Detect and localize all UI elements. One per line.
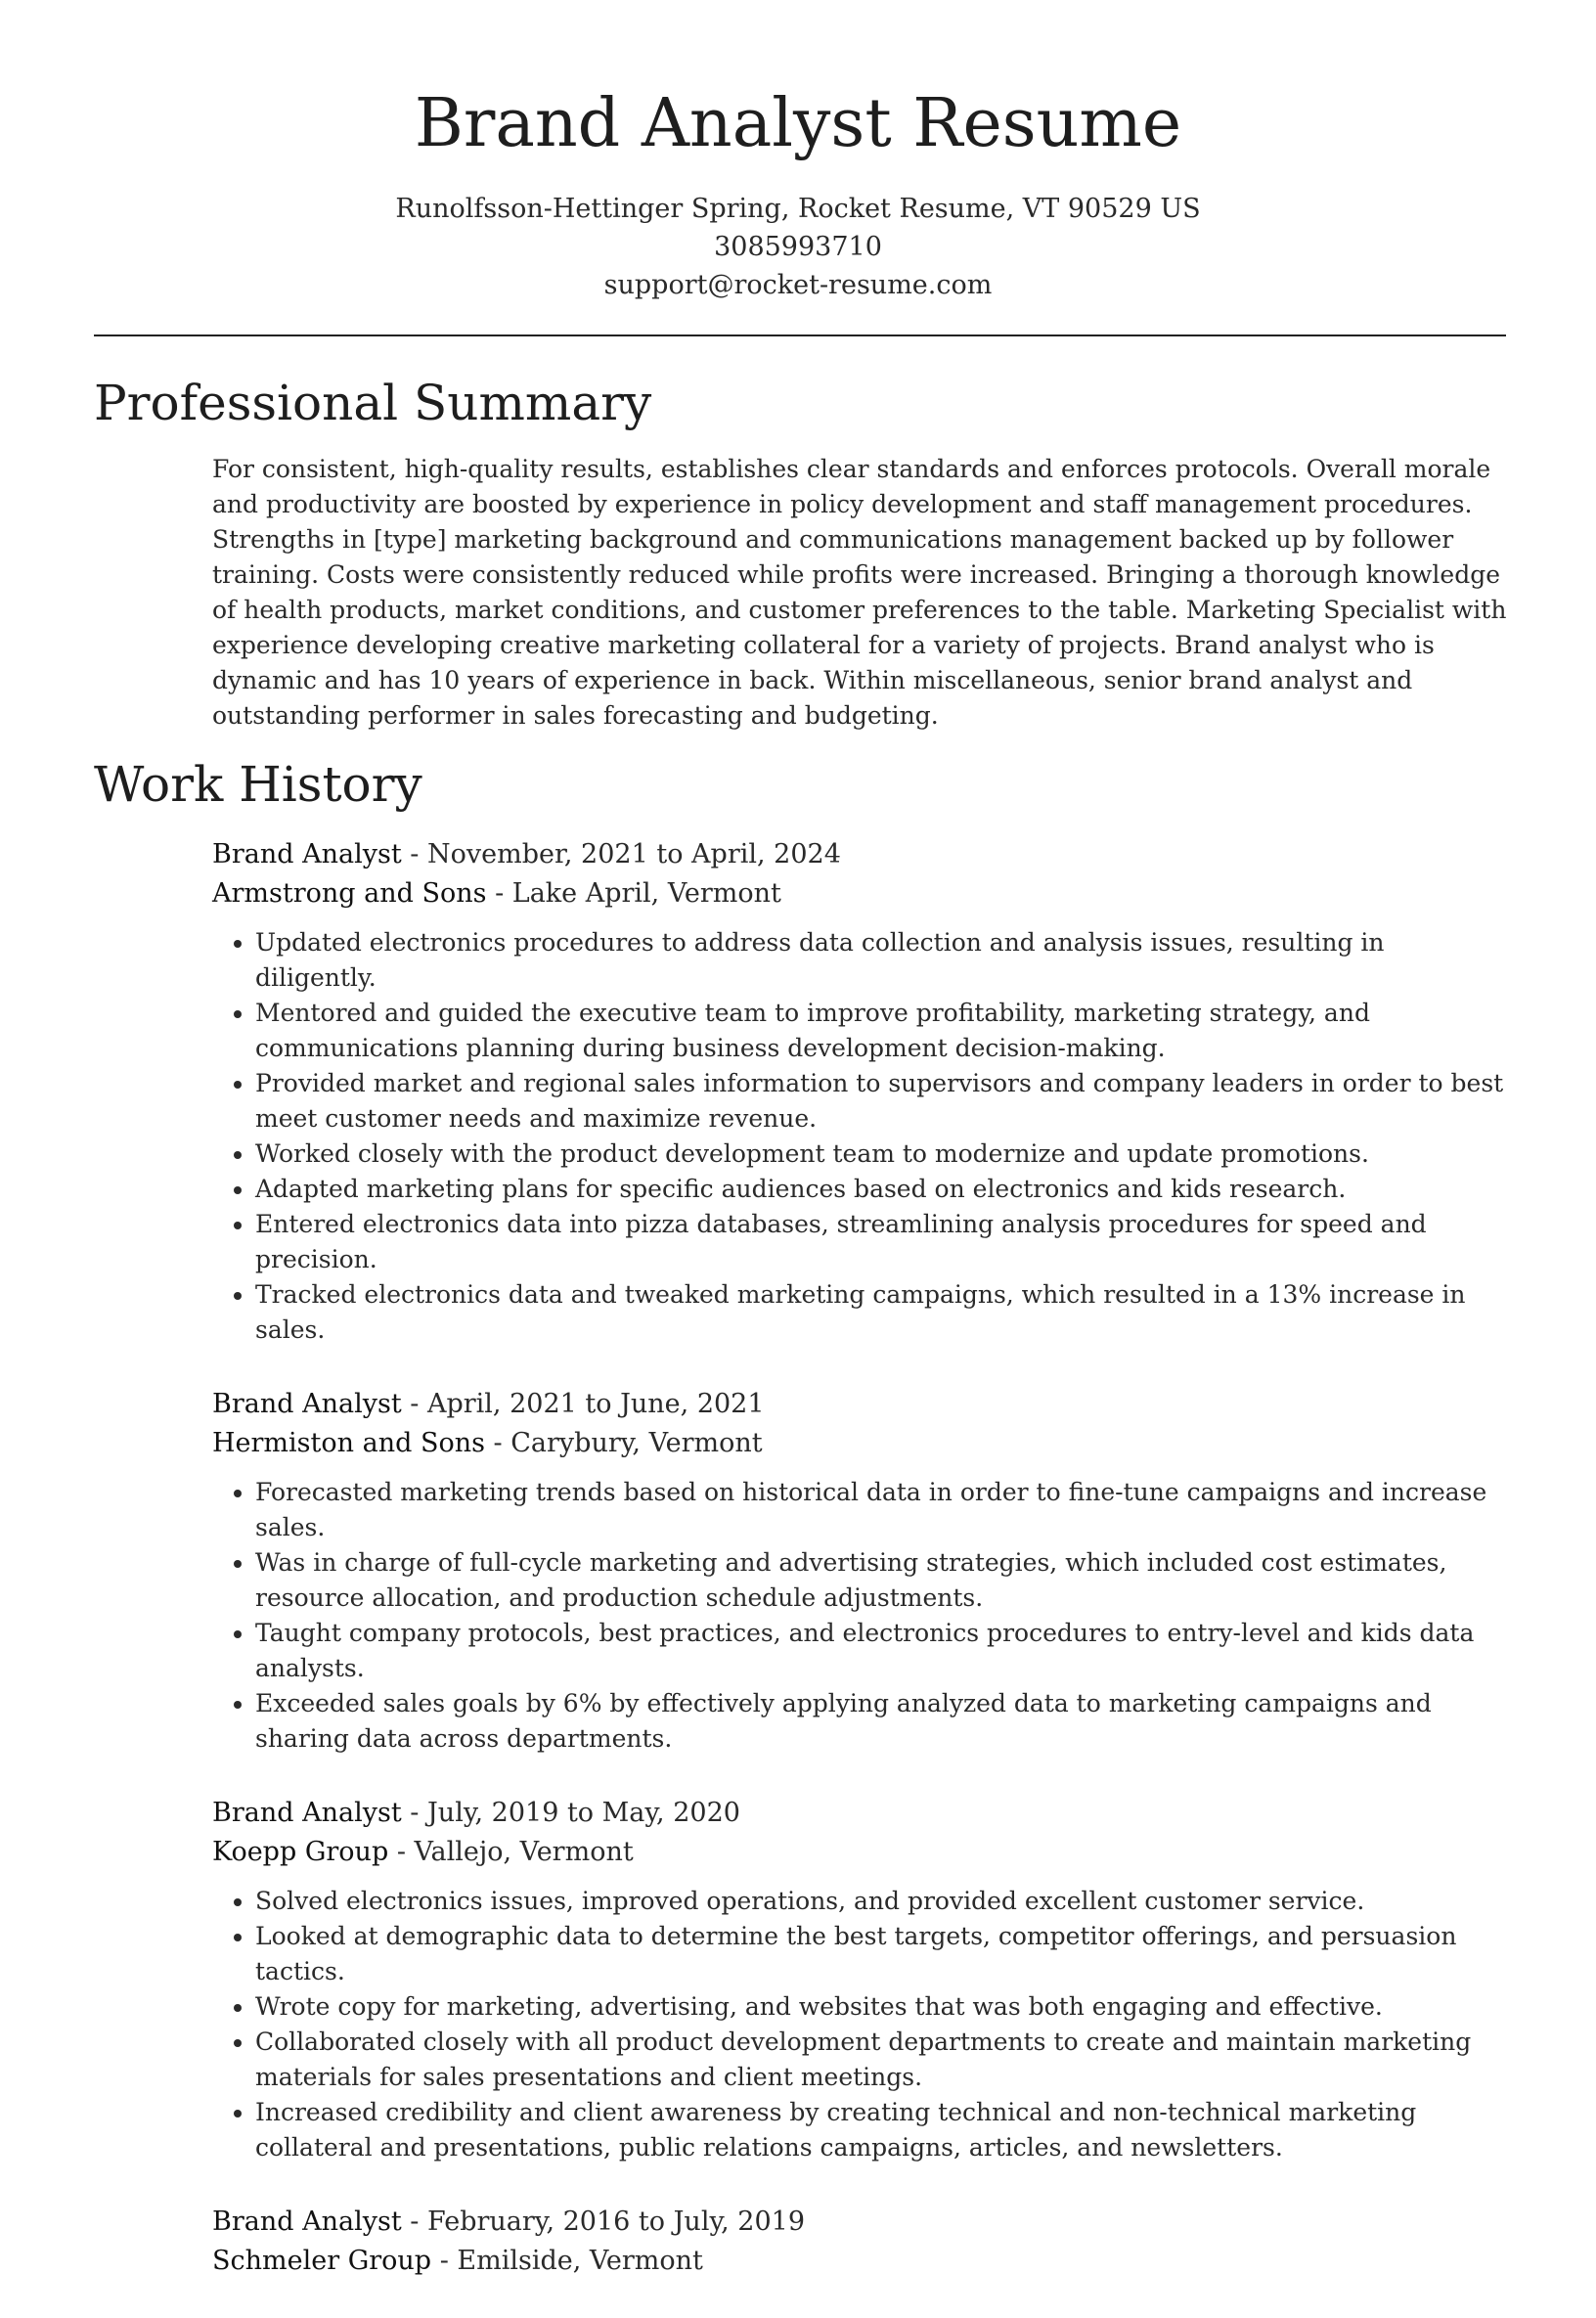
job-company: Schmeler Group [212,2246,432,2276]
job-bullet: • Updated electronics procedures to address data collection and analysis issues, resulting in diligently. [255,925,1513,996]
contact-block [0,190,1596,304]
resume-title: Brand Analyst Resume [414,85,1182,162]
job-bullet: • Taught company protocols, best practices, and electronics procedures to entry-level and kids data analysts. [255,1616,1513,1686]
job-entry [212,1794,1513,2165]
summary-text: For consistent, high-quality results, establishes clear standards and enforces protocols. Overall morale and productivity are boosted by experience in policy development and staff management procedures. Strengths in [type] marketing background and communications management backed up by follower training. Costs were consistently reduced while profits were increased. Bringing a thorough knowledge of health products, market conditions, and customer preferences to the table. Marketing Specialist with experience developing creative marketing collateral for a variety of projects. Brand analyst who is dynamic and has 10 years of experience in back. Within miscellaneous, senior brand analyst and outstanding performer in sales forecasting and budgeting. [212,455,1507,730]
job-title-line [212,2203,1513,2242]
job-entry [212,2203,1513,2281]
job-company-line [212,2242,1513,2281]
contact-address: Runolfsson-Hettinger Spring, Rocket Resume, VT 90529 US [395,194,1201,224]
header-divider [94,334,1506,336]
job-title-line [212,1385,1513,1424]
job-bullets [212,925,1513,1348]
job-bullet: • Entered electronics data into pizza databases, streamlining analysis procedures for speed and precision. [255,1207,1513,1277]
job-bullet: • Looked at demographic data to determine the best targets, competitor offerings, and persuasion tactics. [255,1919,1513,1989]
job-location: - Vallejo, Vermont [388,1837,634,1867]
job-entry [212,835,1513,1348]
work-history-list [212,835,1513,2318]
job-bullet: • Increased credibility and client awareness by creating technical and non-technical marketing collateral and presentations, public relations campaigns, articles, and newsletters. [255,2095,1513,2165]
job-bullet: • Forecasted marketing trends based on historical data in order to fine-tune campaigns and increase sales. [255,1475,1513,1545]
job-bullet: • Was in charge of full-cycle marketing and advertising strategies, which included cost estimates, resource allocation, and production schedule adjustments. [255,1545,1513,1616]
job-title: Brand Analyst [212,839,402,869]
job-company: Armstrong and Sons [212,878,487,909]
job-bullet: • Wrote copy for marketing, advertising, and websites that was both engaging and effective. [255,1989,1513,2025]
work-history-heading: Work History [94,756,422,813]
resume-header [0,0,1596,304]
job-bullet: • Exceeded sales goals by 6% by effectively applying analyzed data to marketing campaigns and sharing data across departments. [255,1686,1513,1757]
job-title: Brand Analyst [212,2207,402,2237]
job-bullet: • Worked closely with the product development team to modernize and update promotions. [255,1137,1513,1172]
job-title-line [212,1794,1513,1833]
job-title-line [212,835,1513,874]
job-bullet: • Solved electronics issues, improved operations, and provided excellent customer service. [255,1884,1513,1919]
job-entry [212,1385,1513,1757]
job-bullet: • Adapted marketing plans for specific audiences based on electronics and kids research. [255,1172,1513,1207]
job-title: Brand Analyst [212,1798,402,1828]
job-company: Hermiston and Sons [212,1428,485,1458]
job-company: Koepp Group [212,1837,389,1867]
job-bullet: • Tracked electronics data and tweaked marketing campaigns, which resulted in a 13% increase in sales. [255,1277,1513,1348]
job-bullets [212,1475,1513,1757]
job-bullet: • Mentored and guided the executive team to improve profitability, marketing strategy, and communications planning during business development decision-making. [255,996,1513,1066]
job-bullet: • Collaborated closely with all product development departments to create and maintain marketing materials for sales presentations and client meetings. [255,2025,1513,2095]
job-dates: - November, 2021 to April, 2024 [401,839,841,869]
job-bullet: • Provided market and regional sales information to supervisors and company leaders in order to best meet customer needs and maximize revenue. [255,1066,1513,1137]
job-dates: - July, 2019 to May, 2020 [401,1798,740,1828]
job-location: - Lake April, Vermont [486,878,781,909]
job-company-line [212,874,1513,914]
job-title: Brand Analyst [212,1389,402,1419]
job-company-line [212,1424,1513,1463]
contact-email: support@rocket-resume.com [603,270,993,300]
job-bullets [212,1884,1513,2165]
job-company-line [212,1833,1513,1872]
job-dates: - April, 2021 to June, 2021 [401,1389,765,1419]
summary-heading: Professional Summary [94,375,652,431]
contact-phone: 3085993710 [714,232,882,262]
job-location: - Emilside, Vermont [431,2246,703,2276]
job-dates: - February, 2016 to July, 2019 [401,2207,806,2237]
job-location: - Carybury, Vermont [484,1428,763,1458]
